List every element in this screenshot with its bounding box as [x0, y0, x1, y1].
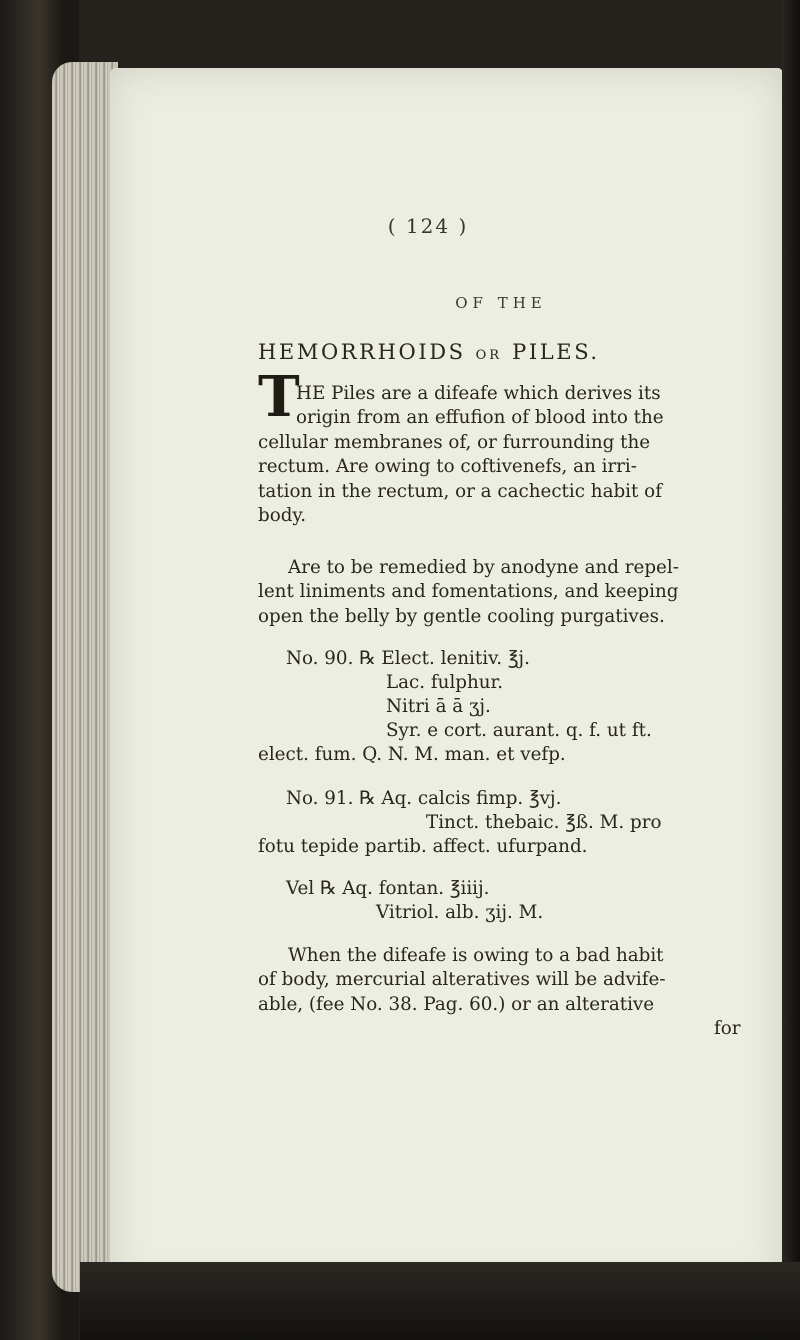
remedy-line: lent liniments and fomentations, and keeping: [258, 581, 679, 603]
recipe-vel-line: Vitriol. alb. ʒij. M.: [376, 902, 544, 923]
heading-main: HEMORRHOIDS: [258, 340, 466, 364]
recipe-90-line: Syr. e cort. aurant. q. f. ut ft.: [386, 720, 652, 741]
intro-line: tation in the rectum, or a cachectic habit of: [258, 480, 662, 502]
closing-paragraph: [258, 944, 758, 1042]
intro-line: cellular membranes of, or furrounding the: [258, 431, 651, 453]
remedy-line: Are to be remedied by anodyne and repel-: [288, 557, 679, 578]
intro-line: HE Piles are a difeafe which derives its: [296, 383, 661, 404]
closing-line: When the difeafe is owing to a bad habit: [288, 945, 664, 966]
recipe-90-line: No. 90. ℞ Elect. lenitiv. ℥j.: [286, 648, 530, 669]
intro-line: body.: [258, 504, 307, 526]
binding-strip: [782, 0, 800, 1340]
section-prefix: OF THE: [455, 294, 547, 312]
heading-tail: PILES.: [512, 340, 600, 364]
drop-cap: T: [258, 364, 300, 430]
heading-or: OR: [475, 348, 503, 363]
bottom-shadow: [80, 1262, 800, 1340]
recipe-91-line: No. 91. ℞ Aq. calcis fimp. ℥vj.: [286, 788, 562, 809]
closing-line: of body, mercurial alteratives will be advife-: [258, 969, 666, 991]
left-page-edges: [52, 62, 118, 1292]
closing-catchword: for: [714, 1018, 741, 1040]
recipe-90-line: elect. fum. Q. N. M. man. et vefp.: [258, 744, 566, 765]
page-number: ( 124 ): [387, 214, 469, 238]
section-heading: [258, 340, 748, 364]
recipe-90-line: Lac. fulphur.: [386, 672, 504, 693]
closing-line: able, (fee No. 38. Pag. 60.) or an alterative: [258, 993, 655, 1015]
remedy-paragraph: [258, 556, 758, 629]
recipe-vel-line: Vel ℞ Aq. fontan. ℥iiij.: [286, 878, 490, 899]
remedy-line: open the belly by gentle cooling purgatives.: [258, 605, 665, 627]
intro-paragraph: [258, 382, 758, 528]
intro-line: origin from an effufion of blood into the: [296, 407, 664, 429]
recipe-90-line: Nitri ā ā ʒj.: [386, 696, 491, 717]
recipe-91-line: Tinct. thebaic. ℥ß. M. pro: [426, 812, 662, 833]
recipe-91-line: fotu tepide partib. affect. ufurpand.: [258, 836, 588, 857]
intro-line: rectum. Are owing to coftivenefs, an irri-: [258, 456, 637, 478]
